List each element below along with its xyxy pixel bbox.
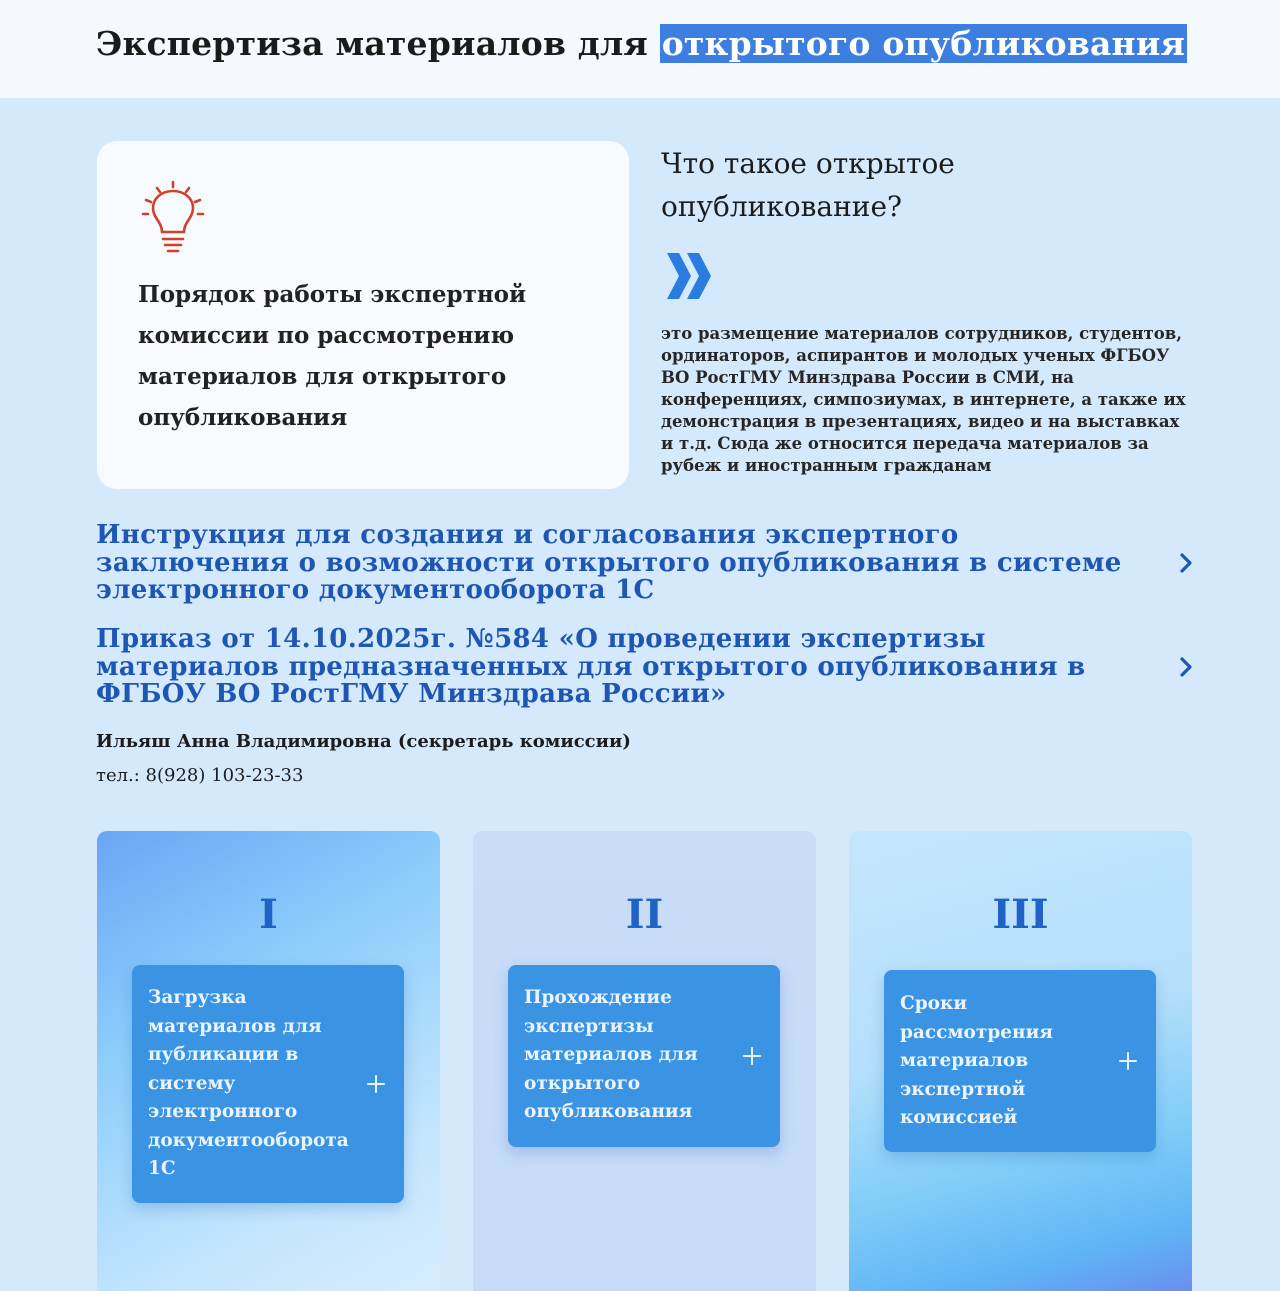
what-is-title: Что такое открытое опубликование? [661, 147, 955, 223]
order-link[interactable] [96, 626, 1196, 709]
contact-name: Ильяш Анна Владимировна (секретарь комиссии) [96, 731, 631, 752]
step-numeral: III [992, 891, 1049, 938]
step-card-upload[interactable] [132, 965, 404, 1203]
info-card-text: Порядок работы экспертной комиссии по рассмотрению материалов для открытого опубликования [138, 281, 527, 431]
step-column-3 [849, 831, 1192, 1291]
step-card-deadlines[interactable] [884, 970, 1156, 1152]
plus-icon[interactable] [1118, 1051, 1138, 1071]
step-numeral: II [625, 891, 664, 938]
lightbulb-icon [140, 180, 206, 256]
step-card-review[interactable] [508, 965, 780, 1147]
step-label: Прохождение экспертизы материалов для открытого опубликования [524, 987, 698, 1122]
plus-icon[interactable] [366, 1074, 386, 1094]
instruction-link[interactable] [96, 522, 1196, 605]
step-label: Загрузка материалов для публикации в систему электронного документооборота 1С [148, 987, 349, 1179]
step-label: Сроки рассмотрения материалов экспертной комиссией [900, 993, 1053, 1128]
what-is-text: это размещение материалов сотрудников, студентов, ординаторов, аспирантов и молодых ученых ФГБОУ ВО РостГМУ Минздрава России в СМИ, на конференциях, симпозиумах, в интернете, а также их демонстрация в презентациях, видео и на выставках и т.д. Сюда же относится передача материалов за рубеж и иностранным гражданам [661, 324, 1186, 475]
page-title-highlight: открытого опубликования [661, 24, 1186, 63]
step-column-1 [97, 831, 440, 1291]
plus-icon[interactable] [742, 1046, 762, 1066]
instruction-link-text[interactable]: Инструкция для создания и согласования экспертного заключения о возможности открытого опубликования в системе электронного документооборота 1С [96, 520, 1122, 605]
page-title-plain: Экспертиза материалов для [96, 24, 660, 63]
chevron-right-icon[interactable] [1176, 552, 1196, 574]
contact-phone: тел.: 8(928) 103-23-33 [96, 765, 304, 786]
order-link-text[interactable]: Приказ от 14.10.2025г. №584 «О проведении экспертизы материалов предназначенных для открытого опубликования в ФГБОУ ВО РостГМУ Минздрава России» [96, 624, 1086, 709]
step-numeral: I [259, 891, 278, 938]
header-bar [0, 0, 1280, 98]
chevron-right-icon[interactable] [1176, 656, 1196, 678]
quote-chevrons-icon [663, 250, 717, 302]
step-column-2 [473, 831, 816, 1291]
page-title [96, 18, 1187, 70]
